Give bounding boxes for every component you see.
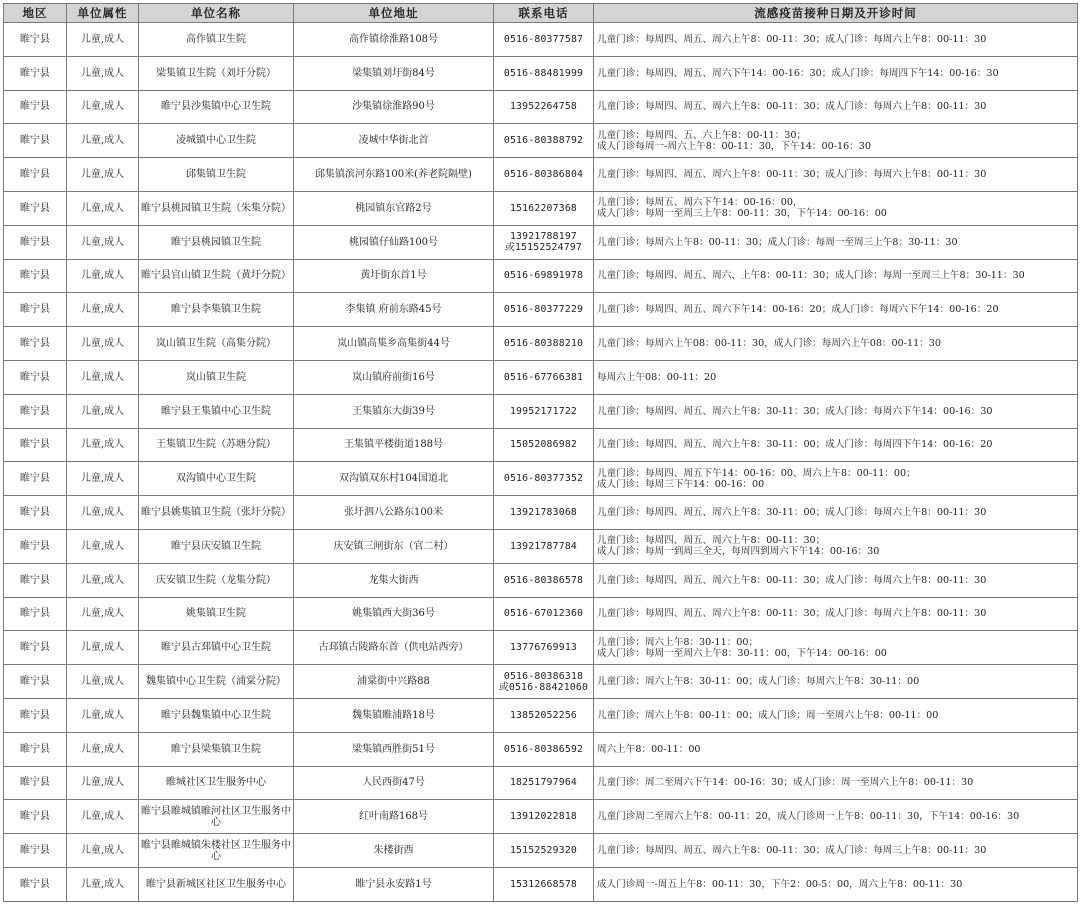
cell-region: 睢宁县 — [4, 732, 67, 766]
cell-schedule: 儿童门诊：每周四、周五、周六、上午8：00-11：30；成人门诊：每周一至周三上午8：30-11：30 — [594, 259, 1078, 293]
cell-schedule: 儿童门诊：周六上午8：30-11：00； 成人门诊：每周一至周六上午8：30-11：00，下午14：00-16：00 — [594, 631, 1078, 665]
cell-phone: 19952171722 — [494, 394, 594, 428]
cell-region: 睢宁县 — [4, 462, 67, 496]
vaccination-schedule-table — [3, 3, 1078, 902]
cell-attribute: 儿童,成人 — [67, 191, 139, 225]
cell-schedule: 儿童门诊：每周四、周五、周六下午14：00-16：30；成人门诊：每周四下午14：00-16：30 — [594, 56, 1078, 90]
cell-phone: 13852052256 — [494, 698, 594, 732]
cell-attribute: 儿童,成人 — [67, 259, 139, 293]
table-row — [4, 56, 1078, 90]
cell-attribute: 儿童,成人 — [67, 698, 139, 732]
table-header — [4, 4, 1078, 23]
table-row — [4, 428, 1078, 462]
cell-unit-name: 王集镇卫生院（苏塘分院） — [139, 428, 294, 462]
cell-attribute: 儿童,成人 — [67, 867, 139, 901]
table-row — [4, 90, 1078, 124]
cell-address: 龙集大街西 — [294, 563, 494, 597]
cell-schedule: 每周六上午08：00-11：20 — [594, 360, 1078, 394]
table-row — [4, 124, 1078, 158]
cell-unit-name: 岚山镇卫生院（高集分院） — [139, 327, 294, 361]
cell-unit-name: 邱集镇卫生院 — [139, 158, 294, 192]
table-row — [4, 766, 1078, 800]
table-row — [4, 158, 1078, 192]
cell-address: 高作镇徐淮路108号 — [294, 23, 494, 57]
cell-region: 睢宁县 — [4, 496, 67, 530]
cell-schedule: 儿童门诊：每周四、周五、周六上午8：30-11：30；成人门诊：每周六下午14：00-16：30 — [594, 394, 1078, 428]
cell-unit-name: 睢宁县睢城镇睢河社区卫生服务中心 — [139, 800, 294, 834]
cell-region: 睢宁县 — [4, 23, 67, 57]
header-address: 单位地址 — [294, 4, 494, 23]
cell-unit-name: 梁集镇卫生院（刘圩分院） — [139, 56, 294, 90]
cell-phone: 18251797964 — [494, 766, 594, 800]
cell-attribute: 儿童,成人 — [67, 462, 139, 496]
cell-region: 睢宁县 — [4, 394, 67, 428]
table-row — [4, 665, 1078, 699]
cell-address: 庆安镇三闸街东（官二村） — [294, 529, 494, 563]
cell-attribute: 儿童,成人 — [67, 631, 139, 665]
header-row — [4, 4, 1078, 23]
cell-address: 睢宁县永安路1号 — [294, 867, 494, 901]
cell-unit-name: 庆安镇卫生院（龙集分院） — [139, 563, 294, 597]
cell-schedule: 儿童门诊：周六上午8：00-11：00；成人门诊：周一至周六上午8：00-11：00 — [594, 698, 1078, 732]
cell-address: 黄圩街东首1号 — [294, 259, 494, 293]
cell-address: 桃园镇东官路2号 — [294, 191, 494, 225]
cell-schedule: 儿童门诊：每周四、周五、周六上午8：00-11：30；成人门诊：每周三上午8：00-11：30 — [594, 834, 1078, 868]
cell-region: 睢宁县 — [4, 631, 67, 665]
cell-region: 睢宁县 — [4, 529, 67, 563]
cell-address: 双沟镇双东村104国道北 — [294, 462, 494, 496]
cell-address: 魏集镇睢浦路18号 — [294, 698, 494, 732]
cell-address: 张圩泗八公路东100米 — [294, 496, 494, 530]
cell-phone: 0516-80386578 — [494, 563, 594, 597]
cell-phone: 13952264758 — [494, 90, 594, 124]
cell-schedule: 儿童门诊：每周四、周五、周六上午8：00-11：30；成人门诊：每周六上午8：00-11：30 — [594, 158, 1078, 192]
cell-attribute: 儿童,成人 — [67, 56, 139, 90]
cell-schedule: 成人门诊周一-周五上午8：00-11：30，下午2：00-5：00，周六上午8：00-11：30 — [594, 867, 1078, 901]
header-region: 地区 — [4, 4, 67, 23]
cell-address: 凌城中华街北首 — [294, 124, 494, 158]
table-row — [4, 732, 1078, 766]
table-row — [4, 698, 1078, 732]
cell-region: 睢宁县 — [4, 124, 67, 158]
cell-phone: 0516-67766381 — [494, 360, 594, 394]
cell-region: 睢宁县 — [4, 225, 67, 259]
cell-schedule: 儿童门诊周二至周六上午8：00-11：20，成人门诊周一上午8：00-11：30，下午14：00-16：30 — [594, 800, 1078, 834]
cell-phone: 13912022818 — [494, 800, 594, 834]
cell-schedule: 儿童门诊：每周四、周五下午14：00-16：00、周六上午8：00-11：00； 成人门诊：每周三下午14：00-16：00 — [594, 462, 1078, 496]
cell-region: 睢宁县 — [4, 90, 67, 124]
cell-address: 人民西街47号 — [294, 766, 494, 800]
cell-schedule: 儿童门诊：每周六上午8：00-11：30；成人门诊：每周一至周三上午8：30-11：30 — [594, 225, 1078, 259]
cell-unit-name: 姚集镇卫生院 — [139, 597, 294, 631]
cell-phone: 0516-80388210 — [494, 327, 594, 361]
cell-unit-name: 岚山镇卫生院 — [139, 360, 294, 394]
cell-unit-name: 睢宁县睢城镇朱楼社区卫生服务中心 — [139, 834, 294, 868]
cell-region: 睢宁县 — [4, 800, 67, 834]
cell-phone: 13921783068 — [494, 496, 594, 530]
cell-phone: 13921787784 — [494, 529, 594, 563]
cell-region: 睢宁县 — [4, 698, 67, 732]
cell-unit-name: 睢宁县桃园镇卫生院 — [139, 225, 294, 259]
table-row — [4, 834, 1078, 868]
cell-region: 睢宁县 — [4, 259, 67, 293]
table-row — [4, 293, 1078, 327]
cell-phone: 13776769913 — [494, 631, 594, 665]
cell-attribute: 儿童,成人 — [67, 496, 139, 530]
table-row — [4, 563, 1078, 597]
cell-phone: 0516-80377352 — [494, 462, 594, 496]
cell-schedule: 儿童门诊：周二至周六下午14：00-16：30；成人门诊：周一至周六上午8：00-11：30 — [594, 766, 1078, 800]
cell-unit-name: 睢宁县王集镇中心卫生院 — [139, 394, 294, 428]
cell-unit-name: 睢宁县新城区社区卫生服务中心 — [139, 867, 294, 901]
header-attribute: 单位属性 — [67, 4, 139, 23]
cell-region: 睢宁县 — [4, 665, 67, 699]
cell-phone: 13921788197 或15152524797 — [494, 225, 594, 259]
cell-phone: 0516-88481999 — [494, 56, 594, 90]
cell-address: 岚山镇府前街16号 — [294, 360, 494, 394]
cell-unit-name: 睢宁县沙集镇中心卫生院 — [139, 90, 294, 124]
cell-address: 王集镇平楼街道188号 — [294, 428, 494, 462]
cell-unit-name: 睢城社区卫生服务中心 — [139, 766, 294, 800]
cell-unit-name: 睢宁县官山镇卫生院（黄圩分院） — [139, 259, 294, 293]
cell-region: 睢宁县 — [4, 766, 67, 800]
cell-attribute: 儿童,成人 — [67, 225, 139, 259]
header-phone: 联系电话 — [494, 4, 594, 23]
cell-schedule: 儿童门诊：每周四、周五、周六上午8：30-11：00；成人门诊：每周四下午14：00-16：20 — [594, 428, 1078, 462]
cell-region: 睢宁县 — [4, 327, 67, 361]
header-schedule: 流感疫苗接种日期及开诊时间 — [594, 4, 1078, 23]
cell-unit-name: 凌城镇中心卫生院 — [139, 124, 294, 158]
table-row — [4, 462, 1078, 496]
cell-unit-name: 睢宁县魏集镇中心卫生院 — [139, 698, 294, 732]
table-row — [4, 800, 1078, 834]
cell-address: 王集镇东大街39号 — [294, 394, 494, 428]
cell-region: 睢宁县 — [4, 867, 67, 901]
cell-attribute: 儿童,成人 — [67, 327, 139, 361]
cell-phone: 0516-80377229 — [494, 293, 594, 327]
cell-address: 浦棠街中兴路88 — [294, 665, 494, 699]
cell-schedule: 儿童门诊：每周四、周五、周六上午8：00-11：30；成人门诊：每周六上午8：00-11：30 — [594, 23, 1078, 57]
cell-unit-name: 睢宁县桃园镇卫生院（朱集分院） — [139, 191, 294, 225]
cell-attribute: 儿童,成人 — [67, 23, 139, 57]
cell-address: 沙集镇徐淮路90号 — [294, 90, 494, 124]
cell-phone: 15052086982 — [494, 428, 594, 462]
cell-address: 姚集镇西大街36号 — [294, 597, 494, 631]
table-row — [4, 597, 1078, 631]
cell-region: 睢宁县 — [4, 293, 67, 327]
table-row — [4, 360, 1078, 394]
table-row — [4, 496, 1078, 530]
table-row — [4, 867, 1078, 901]
cell-schedule: 儿童门诊：周六上午8：30-11：00；成人门诊：每周六上午8：30-11：00 — [594, 665, 1078, 699]
cell-address: 朱楼街西 — [294, 834, 494, 868]
cell-attribute: 儿童,成人 — [67, 394, 139, 428]
table-row — [4, 259, 1078, 293]
cell-phone: 15312668578 — [494, 867, 594, 901]
cell-attribute: 儿童,成人 — [67, 360, 139, 394]
cell-region: 睢宁县 — [4, 834, 67, 868]
cell-attribute: 儿童,成人 — [67, 563, 139, 597]
cell-unit-name: 睢宁县李集镇卫生院 — [139, 293, 294, 327]
cell-schedule: 儿童门诊：每周五、周六下午14：00-16：00， 成人门诊：每周一至周三上午8：00-11：30，下午14：00-16：00 — [594, 191, 1078, 225]
cell-unit-name: 睢宁县古邳镇中心卫生院 — [139, 631, 294, 665]
table-row — [4, 327, 1078, 361]
cell-phone: 15152529320 — [494, 834, 594, 868]
cell-schedule: 周六上午8：00-11：00 — [594, 732, 1078, 766]
cell-address: 邱集镇滨河东路100米(养老院隔壁) — [294, 158, 494, 192]
cell-attribute: 儿童,成人 — [67, 529, 139, 563]
cell-attribute: 儿童,成人 — [67, 293, 139, 327]
cell-attribute: 儿童,成人 — [67, 834, 139, 868]
cell-address: 梁集镇西胜街51号 — [294, 732, 494, 766]
cell-schedule: 儿童门诊：每周四、周五、周六上午8：30-11：00；成人门诊：每周六上午8：00-11：30 — [594, 496, 1078, 530]
cell-phone: 0516-80388792 — [494, 124, 594, 158]
cell-attribute: 儿童,成人 — [67, 665, 139, 699]
cell-schedule: 儿童门诊：每周六上午08：00-11：30，成人门诊：每周六上午08：00-11：30 — [594, 327, 1078, 361]
cell-region: 睢宁县 — [4, 563, 67, 597]
cell-region: 睢宁县 — [4, 597, 67, 631]
cell-region: 睢宁县 — [4, 428, 67, 462]
table-row — [4, 394, 1078, 428]
cell-unit-name: 睢宁县庆安镇卫生院 — [139, 529, 294, 563]
table-body — [4, 23, 1078, 902]
cell-attribute: 儿童,成人 — [67, 158, 139, 192]
cell-schedule: 儿童门诊：每周四、周五、周六上午8：00-11：30；成人门诊：每周六上午8：00-11：30 — [594, 597, 1078, 631]
cell-phone: 0516-80386592 — [494, 732, 594, 766]
table-row — [4, 529, 1078, 563]
cell-attribute: 儿童,成人 — [67, 800, 139, 834]
table-row — [4, 191, 1078, 225]
table-row — [4, 225, 1078, 259]
cell-attribute: 儿童,成人 — [67, 732, 139, 766]
cell-phone: 0516-80386318 或0516-88421060 — [494, 665, 594, 699]
cell-attribute: 儿童,成人 — [67, 90, 139, 124]
cell-phone: 15162207368 — [494, 191, 594, 225]
cell-unit-name: 高作镇卫生院 — [139, 23, 294, 57]
cell-attribute: 儿童,成人 — [67, 124, 139, 158]
cell-phone: 0516-67012360 — [494, 597, 594, 631]
cell-attribute: 儿童,成人 — [67, 428, 139, 462]
cell-unit-name: 魏集镇中心卫生院（浦棠分院） — [139, 665, 294, 699]
cell-phone: 0516-80386804 — [494, 158, 594, 192]
header-unit-name: 单位名称 — [139, 4, 294, 23]
cell-address: 红叶南路168号 — [294, 800, 494, 834]
cell-schedule: 儿童门诊：每周四、五、六上午8：00-11：30； 成人门诊每周一-周六上午8：00-11：30，下午14：00-16：30 — [594, 124, 1078, 158]
cell-address: 岚山镇高集乡高集街44号 — [294, 327, 494, 361]
cell-unit-name: 睢宁县梁集镇卫生院 — [139, 732, 294, 766]
table-row — [4, 23, 1078, 57]
cell-phone: 0516-69891978 — [494, 259, 594, 293]
cell-address: 古邳镇古陵路东首（供电站西旁） — [294, 631, 494, 665]
cell-attribute: 儿童,成人 — [67, 766, 139, 800]
cell-unit-name: 双沟镇中心卫生院 — [139, 462, 294, 496]
cell-region: 睢宁县 — [4, 191, 67, 225]
table-row — [4, 631, 1078, 665]
cell-schedule: 儿童门诊：每周四、周五、周六上午8：00-11：30；成人门诊：每周六上午8：00-11：30 — [594, 563, 1078, 597]
cell-unit-name: 睢宁县姚集镇卫生院（张圩分院） — [139, 496, 294, 530]
cell-address: 梁集镇刘圩街84号 — [294, 56, 494, 90]
cell-phone: 0516-80377587 — [494, 23, 594, 57]
cell-schedule: 儿童门诊：每周四、周五、周六下午14：00-16：20；成人门诊：每周六下午14：00-16：20 — [594, 293, 1078, 327]
cell-region: 睢宁县 — [4, 158, 67, 192]
cell-address: 李集镇 府前东路45号 — [294, 293, 494, 327]
cell-address: 桃园镇仔仙路100号 — [294, 225, 494, 259]
cell-region: 睢宁县 — [4, 56, 67, 90]
cell-schedule: 儿童门诊：每周四、周五、周六上午8：00-11：30； 成人门诊：每周一到周三全天，每周四到周六下午14：00-16：30 — [594, 529, 1078, 563]
cell-attribute: 儿童,成人 — [67, 597, 139, 631]
cell-schedule: 儿童门诊：每周四、周五、周六上午8：00-11：30；成人门诊：每周六上午8：00-11：30 — [594, 90, 1078, 124]
cell-region: 睢宁县 — [4, 360, 67, 394]
